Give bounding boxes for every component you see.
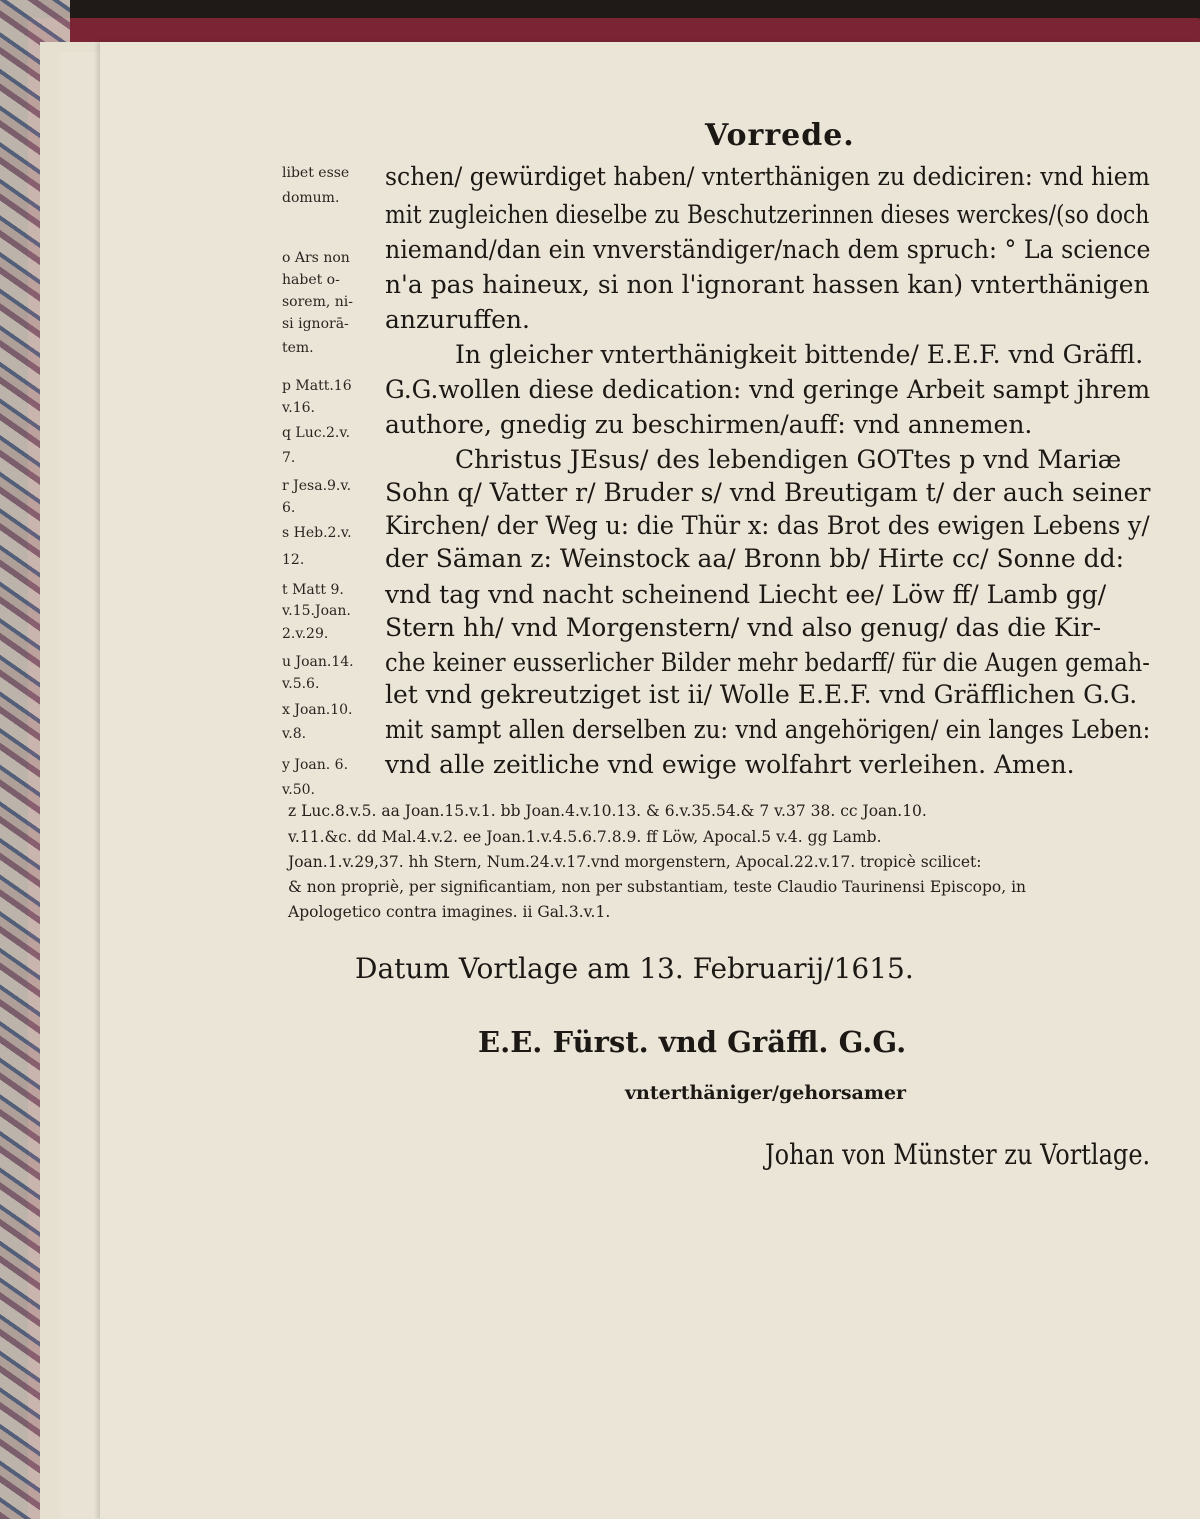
text-line: Kirchen/ der Weg u: die Thür x: das Brot des ewigen Lebens y/ bbox=[385, 511, 1150, 540]
margin-note: v.50. bbox=[282, 782, 315, 798]
text-line: mit zugleichen dieselbe zu Beschutzerinnen dieses werckes/(so doch bbox=[385, 200, 1150, 229]
margin-note: p Matt.16 bbox=[282, 378, 352, 394]
text-line: schen/ gewürdiget haben/ vnterthänigen zu dediciren: vnd hiem bbox=[385, 162, 1150, 191]
margin-note: v.15.Joan. bbox=[282, 603, 351, 619]
text-line: let vnd gekreutziget ist ii/ Wolle E.E.F. vnd Gräfflichen G.G. bbox=[385, 680, 1138, 709]
signature-line: Johan von Münster zu Vortlage. bbox=[765, 1138, 1151, 1171]
margin-note: q Luc.2.v. bbox=[282, 425, 351, 441]
margin-note: habet o- bbox=[282, 272, 340, 288]
text-line: vnd alle zeitliche vnd ewige wolfahrt verleihen. Amen. bbox=[385, 750, 1075, 779]
margin-note: si ignorā- bbox=[282, 316, 349, 332]
date-line: Datum Vortlage am 13. Februarij/1615. bbox=[355, 952, 914, 985]
text-line: Stern hh/ vnd Morgenstern/ vnd also genug/ das die Kir- bbox=[385, 613, 1102, 642]
text-line: der Säman z: Weinstock aa/ Bronn bb/ Hirte cc/ Sonne dd: bbox=[385, 544, 1125, 573]
text-line: Sohn q/ Vatter r/ Bruder s/ vnd Breutigam t/ der auch seiner bbox=[385, 478, 1151, 507]
servant-line: vnterthäniger/gehorsamer bbox=[625, 1082, 907, 1104]
text-line: che keiner eusserlicher Bilder mehr bedarff/ für die Augen gemah- bbox=[385, 648, 1150, 677]
margin-note: libet esse bbox=[282, 165, 350, 181]
margin-note: 12. bbox=[282, 552, 305, 568]
margin-note: sorem, ni- bbox=[282, 294, 353, 310]
margin-note: v.8. bbox=[282, 726, 307, 742]
margin-note: s Heb.2.v. bbox=[282, 525, 352, 541]
margin-note: 6. bbox=[282, 500, 296, 516]
margin-note: y Joan. 6. bbox=[282, 757, 349, 773]
text-line: G.G.wollen diese dedication: vnd geringe Arbeit sampt jhrem bbox=[385, 375, 1151, 404]
footnote-line: & non propriè, per significantiam, non per substantiam, teste Claudio Taurinensi Episcopo, in bbox=[288, 878, 1027, 896]
text-line: authore, gnedig zu beschirmen/auff: vnd annemen. bbox=[385, 410, 1033, 439]
margin-note: v.16. bbox=[282, 400, 315, 416]
margin-note: t Matt 9. bbox=[282, 582, 344, 598]
text-line: n'a pas haineux, si non l'ignorant hassen kan) vnterthänigen bbox=[385, 270, 1150, 299]
text-line: anzuruffen. bbox=[385, 305, 530, 334]
margin-note: o Ars non bbox=[282, 250, 350, 266]
footnote-line: z Luc.8.v.5. aa Joan.15.v.1. bb Joan.4.v.10.13. & 6.v.35.54.& 7 v.37 38. cc Joan.10. bbox=[288, 802, 927, 820]
text-line: vnd tag vnd nacht scheinend Liecht ee/ Löw ff/ Lamb gg/ bbox=[385, 580, 1107, 609]
text-line: mit sampt allen derselben zu: vnd angehörigen/ ein langes Leben: bbox=[385, 715, 1151, 744]
margin-note: r Jesa.9.v. bbox=[282, 478, 352, 494]
text-line: niemand/dan ein vnverständiger/nach dem spruch: ° La science bbox=[385, 235, 1151, 264]
margin-note: x Joan.10. bbox=[282, 702, 353, 718]
footnote-line: v.11.&c. dd Mal.4.v.2. ee Joan.1.v.4.5.6.7.8.9. ff Löw, Apocal.5 v.4. gg Lamb. bbox=[288, 828, 882, 846]
margin-note: u Joan.14. bbox=[282, 654, 354, 670]
margin-note: 2.v.29. bbox=[282, 626, 329, 642]
salutation-line: E.E. Fürst. vnd Gräffl. G.G. bbox=[478, 1025, 907, 1059]
margin-note: v.5.6. bbox=[282, 676, 320, 692]
margin-note: domum. bbox=[282, 190, 340, 206]
footnote-line: Apologetico contra imagines. ii Gal.3.v.1. bbox=[288, 903, 611, 921]
page-title: Vorrede. bbox=[705, 118, 855, 153]
text-line: In gleicher vnterthänigkeit bittende/ E.E.F. vnd Gräffl. bbox=[455, 340, 1144, 369]
footnote-line: Joan.1.v.29,37. hh Stern, Num.24.v.17.vnd morgenstern, Apocal.22.v.17. tropicè scilicet: bbox=[288, 853, 982, 871]
margin-note: tem. bbox=[282, 340, 314, 356]
margin-note: 7. bbox=[282, 450, 296, 466]
text-line: Christus JEsus/ des lebendigen GOTtes p vnd Mariæ bbox=[455, 445, 1122, 474]
